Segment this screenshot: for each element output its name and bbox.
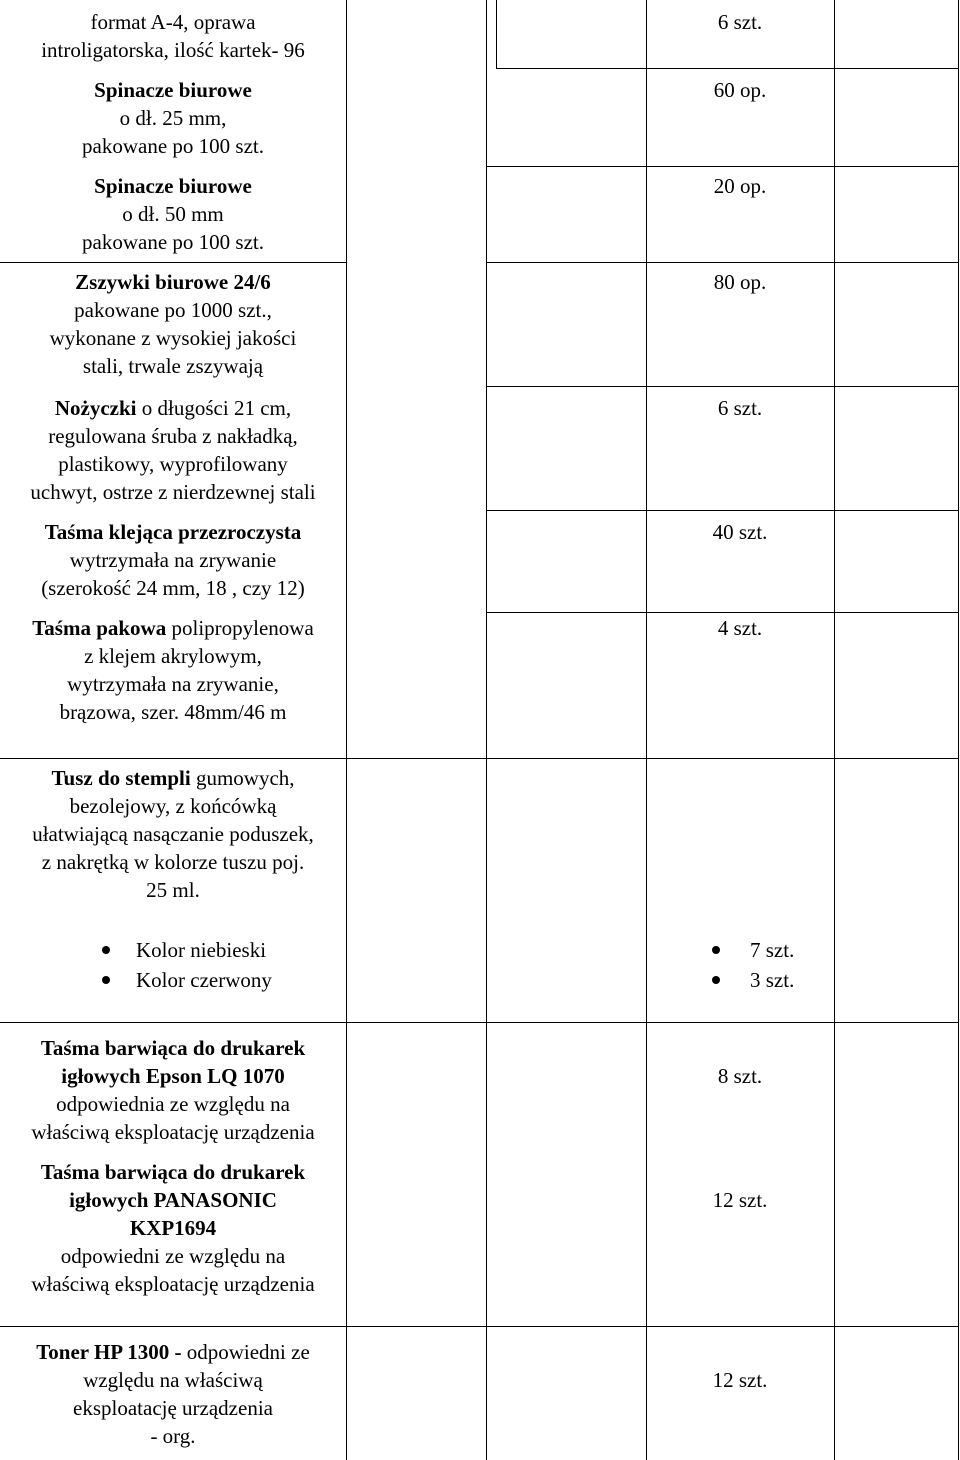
item-details: odpowiedni ze względu na xyxy=(60,1244,286,1268)
item-details: wykonane z wysokiej jakości xyxy=(49,326,297,350)
item-description xyxy=(0,76,346,160)
item-details: z nakrętką w kolorze tuszu poj. xyxy=(41,850,305,874)
item-name: igłowych PANASONIC xyxy=(69,1188,277,1212)
item-quantity: 6 szt. xyxy=(717,10,763,34)
col-divider xyxy=(958,0,959,1460)
item-name: Spinacze biurowe xyxy=(94,174,252,198)
item-details: pakowane po 100 szt. xyxy=(82,230,264,254)
variant-quantity: 3 szt. xyxy=(750,968,795,992)
item-description xyxy=(0,518,346,602)
item-details: pakowane po 100 szt. xyxy=(82,134,264,158)
item-details: właściwą eksploatację urządzenia xyxy=(31,1120,315,1144)
item-description xyxy=(0,764,346,904)
item-details: eksploatację urządzenia xyxy=(73,1396,273,1420)
item-details: odpowiedni ze xyxy=(181,1340,310,1364)
item-details: o dł. 25 mm, xyxy=(119,106,227,130)
item-name: Taśma barwiąca do drukarek xyxy=(40,1036,306,1060)
item-details: z klejem akrylowym, xyxy=(84,644,262,668)
item-name: Tusz do stempli xyxy=(51,766,191,790)
row-divider xyxy=(486,386,958,387)
item-details: wytrzymała na zrywanie xyxy=(69,548,277,572)
row-divider xyxy=(0,1022,958,1023)
item-quantity: 40 szt. xyxy=(712,520,768,544)
item-details: regulowana śruba z nakładką, xyxy=(48,424,298,448)
col-divider xyxy=(346,0,347,1460)
item-details: introligatorska, ilość kartek- 96 xyxy=(41,38,305,62)
variant-quantity: 7 szt. xyxy=(750,938,795,962)
row-divider xyxy=(486,510,958,511)
item-name: Taśma barwiąca do drukarek xyxy=(40,1160,306,1184)
item-details: - org. xyxy=(150,1424,196,1448)
item-description xyxy=(0,1034,346,1146)
item-quantity: 6 szt. xyxy=(717,396,763,420)
item-name: Nożyczki xyxy=(54,396,137,420)
item-details: uchwyt, ostrze z nierdzewnej stali xyxy=(30,480,316,504)
item-quantity: 60 op. xyxy=(713,78,767,102)
variant-label: Kolor czerwony xyxy=(136,968,272,992)
col-divider xyxy=(834,0,835,1460)
list-item xyxy=(0,965,346,995)
item-details: stali, trwale zszywają xyxy=(82,354,264,378)
item-description xyxy=(0,8,346,64)
item-details: pakowane po 1000 szt., xyxy=(74,298,272,322)
list-item xyxy=(700,935,840,965)
item-details: o długości 21 cm, xyxy=(136,396,292,420)
item-description xyxy=(0,614,346,726)
row-divider xyxy=(0,758,958,759)
item-name: Zszywki biurowe 24/6 xyxy=(75,270,271,294)
item-name: Taśma klejąca przezroczysta xyxy=(44,520,302,544)
row-divider xyxy=(0,1326,958,1327)
list-item xyxy=(0,935,346,965)
item-quantity: 4 szt. xyxy=(717,616,763,640)
item-name: KXP1694 xyxy=(129,1216,217,1240)
item-details: względu na właściwą xyxy=(83,1368,263,1392)
item-details: wytrzymała na zrywanie, xyxy=(67,672,279,696)
variant-label: Kolor niebieski xyxy=(136,938,267,962)
item-name: Toner HP 1300 - xyxy=(36,1340,182,1364)
item-details: brązowa, szer. 48mm/46 m xyxy=(59,700,287,724)
row-divider xyxy=(0,262,346,263)
item-quantity: 8 szt. xyxy=(717,1064,763,1088)
row-divider xyxy=(486,262,958,263)
item-details: bezolejowy, z końcówką xyxy=(69,794,277,818)
item-details: polipropylenowa xyxy=(166,616,314,640)
item-description xyxy=(0,172,346,256)
item-details: ułatwiającą nasączanie poduszek, xyxy=(32,822,314,846)
item-quantity: 12 szt. xyxy=(712,1188,768,1212)
item-quantity: 80 op. xyxy=(713,270,767,294)
row-divider xyxy=(496,68,958,69)
item-quantity: 20 op. xyxy=(713,174,767,198)
list-item xyxy=(700,965,840,995)
item-details: format A-4, oprawa xyxy=(90,10,256,34)
col-divider xyxy=(486,0,487,1460)
bullet-icon xyxy=(102,976,110,984)
item-details: właściwą eksploatację urządzenia xyxy=(31,1272,315,1296)
item-description xyxy=(0,394,346,506)
item-quantity: 12 szt. xyxy=(712,1368,768,1392)
item-details: 25 ml. xyxy=(146,878,200,902)
row-divider xyxy=(486,166,958,167)
item-details: o dł. 50 mm xyxy=(122,202,224,226)
ink-quantity-list xyxy=(700,935,840,995)
item-details: gumowych, xyxy=(190,766,295,790)
item-description xyxy=(0,1338,346,1450)
item-details: (szerokość 24 mm, 18 , czy 12) xyxy=(41,576,305,600)
col-divider xyxy=(496,0,497,68)
item-details: plastikowy, wyprofilowany xyxy=(58,452,288,476)
item-name: Taśma pakowa xyxy=(32,616,167,640)
bullet-icon xyxy=(712,976,720,984)
ink-color-list xyxy=(0,935,346,995)
row-divider xyxy=(486,612,958,613)
bullet-icon xyxy=(712,946,720,954)
item-description xyxy=(0,268,346,380)
item-name: igłowych Epson LQ 1070 xyxy=(61,1064,285,1088)
item-description xyxy=(0,1158,346,1298)
bullet-icon xyxy=(102,946,110,954)
item-details: odpowiednia ze względu na xyxy=(56,1092,290,1116)
col-divider xyxy=(646,0,647,1460)
item-name: Spinacze biurowe xyxy=(94,78,252,102)
